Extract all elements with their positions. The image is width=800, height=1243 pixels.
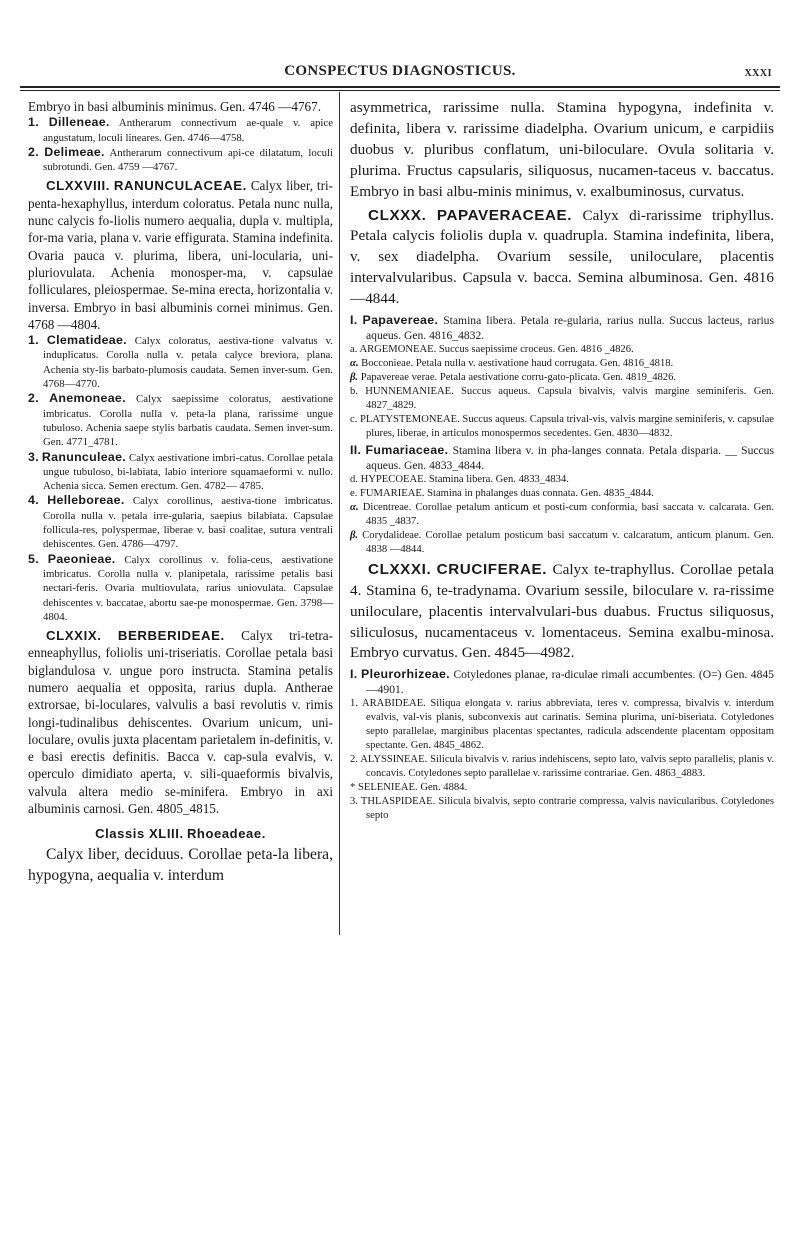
order-text: Calyx di-rarissime triphyllus. Petala calycis foliolis dupla v. quadrupla. Stamina indefinita, libera, v. sex diadelpha. Ovarium sessile, uniloculare, placentis intervalvularibus. Capsula v. bacca. Semina albuminosa. Gen. 4816—4844. xyxy=(350,206,775,308)
order-name: BERBERIDEAE. xyxy=(117,628,225,644)
entry-number: II. xyxy=(350,443,362,458)
entry-text: FUMARIEAE. Stamina in phalanges duas connata. Gen. 4835_4844. xyxy=(360,488,654,500)
entry-number: d. xyxy=(350,474,358,486)
entry-text: Papavereae verae. Petala aestivatione corru-gato-plicata. Gen. 4819_4826. xyxy=(360,371,677,383)
subtribe-entry xyxy=(350,501,774,529)
right-column xyxy=(350,98,774,823)
subfamily-entry xyxy=(28,333,333,391)
order-entry xyxy=(28,627,333,817)
entry-number: 3. xyxy=(350,795,358,807)
entry-text: SELENIEAE. Gen. 4884. xyxy=(357,781,468,793)
subfamily-entry xyxy=(28,493,333,551)
header-rule xyxy=(20,86,780,88)
entry-text: PLATYSTEMONEAE. Succus aqueus. Capsula trival-vis, valvis margine seminiferis, v. capsulae plures, liberae, in articulos monospermos secedentes. Gen. 4830—4832. xyxy=(360,413,774,439)
subfamily-entry xyxy=(28,115,333,145)
tribe-entry xyxy=(350,473,774,487)
tribe-entry xyxy=(350,795,774,823)
entry-name: Pleurorhizeae. xyxy=(361,667,450,682)
subfamily-entry xyxy=(28,450,333,494)
entry-number: 1. xyxy=(350,698,358,710)
entry-number: c. xyxy=(350,413,358,425)
entry-number: 4. xyxy=(28,493,39,508)
page-header-title: CONSPECTUS DIAGNOSTICUS. xyxy=(284,63,516,79)
entry-number: b. xyxy=(350,385,358,397)
order-text: Calyx liber, tri-penta-hexaphyllus, interdum coloratus. Petala nunc nulla, nunc calycis fo-liolis numero aequalia, dupla v. multipla, for-ma varia, plana v. varie effigurata. Stamina indefinita. Ovaria pauca v. plurima, libera, uni-locularia, uni-pluriovulata. Achenia monosper-ma, v. capsulae folliculares, pleiospermae. Se-mina erecta, horizontalia v. inversa. Embryo in basi albuminis cornei minimus. Gen. 4768 —4804. xyxy=(28,178,334,332)
entry-text: Bocconieae. Petala nulla v. aestivatione haud corrugata. Gen. 4816_4818. xyxy=(361,357,674,369)
tribe-entry xyxy=(350,343,774,357)
header-rule-thin xyxy=(20,90,780,91)
entry-name: Clematideae. xyxy=(46,333,127,348)
entry-text: Antherarum connectivum api-ce dilatatum, loculi subrotundi. Gen. 4759 —4767. xyxy=(43,146,334,174)
entry-text: Corydalideae. Corollae petalum posticum basi saccatum v. calcaratum, anticum planum. Gen. 4838 —4844. xyxy=(362,530,774,555)
order-name: PAPAVERACEAE. xyxy=(436,206,573,224)
entry-name: Fumariaceae. xyxy=(365,443,449,458)
subfamily-entry xyxy=(28,391,333,449)
entry-number: a. xyxy=(350,344,358,356)
intro-paragraph xyxy=(28,98,333,115)
entry-number: 1. xyxy=(28,115,39,130)
subfamily-entry xyxy=(28,552,333,624)
entry-number: * xyxy=(350,781,356,793)
entry-number: α. xyxy=(350,357,359,369)
class-heading xyxy=(28,826,333,842)
entry-number: I. xyxy=(350,313,358,328)
entry-text: HUNNEMANIEAE. Succus aqueus. Capsula bivalvis, valvis margine seminiferis. Gen. 4827_4829. xyxy=(365,385,774,411)
entry-name: Papavereae. xyxy=(362,313,439,328)
entry-number: 3. xyxy=(28,449,39,464)
order-text: Calyx tri-tetra-enneaphyllus, foliolis uni-triseriatis. Corollae petala basi biglandulosa v. ungue poro instructa. Stamina petalis numero aequalia et opposita, rarius dupla. Antherae extrorsae, bi-loculares, valvulis a basi revolutis v. rimis longi-tudinalibus dehiscentes. Ovarium unicum, uni-loculare, ovulis juxta placentam parietalem in-definitis, v. e basi erectis definitis. Bacca v. cap-sula evalvis, v. operculo dimidiato aperta, v. sili-quaeformis bivalvis, valvula altera medio se-minifera. Embryo in axi albuminis carnosi. Gen. 4805_4815. xyxy=(28,628,334,817)
entry-text: Stamina libera v. in pha-langes connata. Petala disparia. __ Succus aqueus. Gen. 4833_4844. xyxy=(366,444,774,473)
entry-number: 5. xyxy=(28,551,39,566)
subtribe-entry xyxy=(350,357,774,371)
order-number: CLXXXI. xyxy=(368,560,432,578)
entry-text: Calyx aestivatione imbri-catus. Corollae petala ungue tubuloso, bi-labiata, labio interiore squamaeformi v. nullo. Achenia sicca. Semen erectum. Gen. 4782— 4785. xyxy=(43,451,333,493)
order-entry xyxy=(350,560,774,665)
entry-name: Paeonieae. xyxy=(47,551,116,566)
entry-text: THLASPIDEAE. Silicula bivalvis, septo contrarie compressa, valvis navicularibus. Cotyledones septo xyxy=(360,795,774,821)
tribe-entry xyxy=(350,385,774,413)
class-description xyxy=(28,845,333,887)
entry-text: Stamina libera. Petala re-gularia, rarius nulla. Succus lacteus, rarius aqueus. Gen. 4816_4832. xyxy=(366,314,774,343)
entry-number: 1. xyxy=(28,333,39,348)
entry-text: ALYSSINEAE. Silicula bivalvis v. rarius indehiscens, septo lato, valvis septo parallelis, planis v. concavis. Cotyledones septo parallelae v. rarissime contrariae. Gen. 4863_4883. xyxy=(360,754,774,779)
tribe-entry xyxy=(350,781,774,795)
subtribe-entry xyxy=(350,371,774,385)
column-divider xyxy=(339,92,340,935)
entry-number: 2. xyxy=(28,391,39,406)
entry-name: Delimeae. xyxy=(44,144,105,159)
paragraph-text: Embryo in basi albuminis minimus. Gen. 4746 —4767. xyxy=(28,99,322,114)
order-name: RANUNCULACEAE. xyxy=(113,178,247,194)
entry-name: Dilleneae. xyxy=(48,115,110,130)
paragraph-text: asymmetrica, rarissime nulla. Stamina hypogyna, indefinita v. definita, libera v. rarissime diadelpha. Ovarium unicum, e carpidiis duobus v. pluribus conflatum, uni-biloculare. Ovula solitaria v. plurima. Fructus capsularis, siliquosus, nucamen-taceus v. baccatus. Embryo in basi albu-minis minimus, v. exalbuminosus, curvatus. xyxy=(350,99,774,200)
paragraph-text: Calyx liber, deciduus. Corollae peta-la libera, hypogyna, aequalia v. interdum xyxy=(28,846,333,885)
entry-number: β. xyxy=(350,530,359,542)
class-number: Classis XLIII. xyxy=(95,826,184,842)
tribe-entry xyxy=(350,753,774,781)
entry-text: Antherarum connectivum ae-quale v. apice angustatum, loculi lineares. Gen. 4746—4758. xyxy=(43,117,333,144)
entry-number: I. xyxy=(350,667,358,682)
entry-text: Calyx corollinus, aestiva-tione imbricatus. Corolla nulla v. petala irre-gularia, saepius bilabiata. Capsulae follicula-res, polyspermae, liberae v. basi coalitae, sutura ventrali dehiscentes. Gen. 4786—4797. xyxy=(43,495,333,551)
order-entry xyxy=(28,177,333,333)
tribe-entry xyxy=(350,487,774,501)
order-entry xyxy=(350,206,774,311)
entry-text: ARABIDEAE. Siliqua elongata v. rarius abbreviata, teres v. compressa, bivalvis v. interdum evalvis, val-vis planis, subconvexis aut carinatis. Semina plurima, uni-biseriata. Cotyledones septo parallelae, marginibus placentas spectantes, radicula adscendente placentam oppositam spectante. Gen. 4845_4862. xyxy=(361,698,774,752)
entry-text: Calyx coloratus, aestiva-tione valvatus v. induplicatus. Corolla nulla v. petala calyce breviora, plana. Achenia sty-lis barbato-plumosis caudata. Semen inver-sum. Gen. 4768—4770. xyxy=(43,335,333,391)
order-text: Calyx te-traphyllus. Corollae petala 4. Stamina 6, te-tradynama. Ovarium sessile, biloculare v. ra-rissime uniloculare, placentis intervalvulari-bus duabus. Fructus siliquosus, siliculosus, nucamentaceus v. lomentaceus. Semina exalbu-minosa. Embryo curvatus. Gen. 4845—4982. xyxy=(350,560,775,662)
entry-text: ARGEMONEAE. Succus saepissime croceus. Gen. 4816 _4826. xyxy=(359,344,634,356)
subfamily-entry xyxy=(350,443,774,473)
entry-text: Calyx saepissime coloratus, aestivatione imbricatus. Corolla nulla v. peta-la plana, rarissime ungue tubuloso. Achenia saepe stylis barbatis caudata. Semen inver-sum. Gen. 4771_4781. xyxy=(43,393,334,449)
entry-number: 2. xyxy=(350,754,358,765)
entry-text: Dicentreae. Corollae petalum anticum et posti-cum conformia, basi saccata v. calcarata. Gen. 4835 _4837. xyxy=(362,502,774,528)
subfamily-entry xyxy=(350,667,774,697)
entry-number: β. xyxy=(350,371,359,383)
entry-text: Cotyledones planae, ra-diculae rimali accumbentes. (O=) Gen. 4845 —4901. xyxy=(366,668,774,697)
entry-name: Helleboreae. xyxy=(47,493,125,508)
tribe-entry xyxy=(350,413,774,441)
class-description-continued xyxy=(350,98,774,203)
tribe-entry xyxy=(350,697,774,753)
order-name: CRUCIFERAE. xyxy=(436,560,548,578)
entry-text: Calyx corollinus v. folia-ceus, aestivatione imbricatus. Corolla nulla v. planipetala, rarissime petalis basi nectari-feris. Ovaria multiovulata, rarius uniovulata. Capsulae dehiscentes v. baccatae, abortu sae-pe monospermae. Gen. 3798—4804. xyxy=(43,553,334,623)
entry-name: Anemoneae. xyxy=(49,391,126,406)
page-number: XXXI xyxy=(744,68,772,79)
class-name: Rhoeadeae. xyxy=(186,826,266,842)
order-number: CLXXIX. xyxy=(46,628,102,644)
entry-number: α. xyxy=(350,502,359,514)
order-number: CLXXVIII. xyxy=(46,178,111,194)
order-number: CLXXX. xyxy=(368,206,427,224)
subtribe-entry xyxy=(350,529,774,557)
subfamily-entry xyxy=(28,145,333,175)
entry-text: HYPECOEAE. Stamina libera. Gen. 4833_4834. xyxy=(360,474,569,486)
entry-number: 2. xyxy=(28,144,39,159)
left-column xyxy=(28,98,333,887)
entry-name: Ranunculeae. xyxy=(41,449,127,464)
entry-number: e. xyxy=(350,488,358,500)
subfamily-entry xyxy=(350,313,774,343)
